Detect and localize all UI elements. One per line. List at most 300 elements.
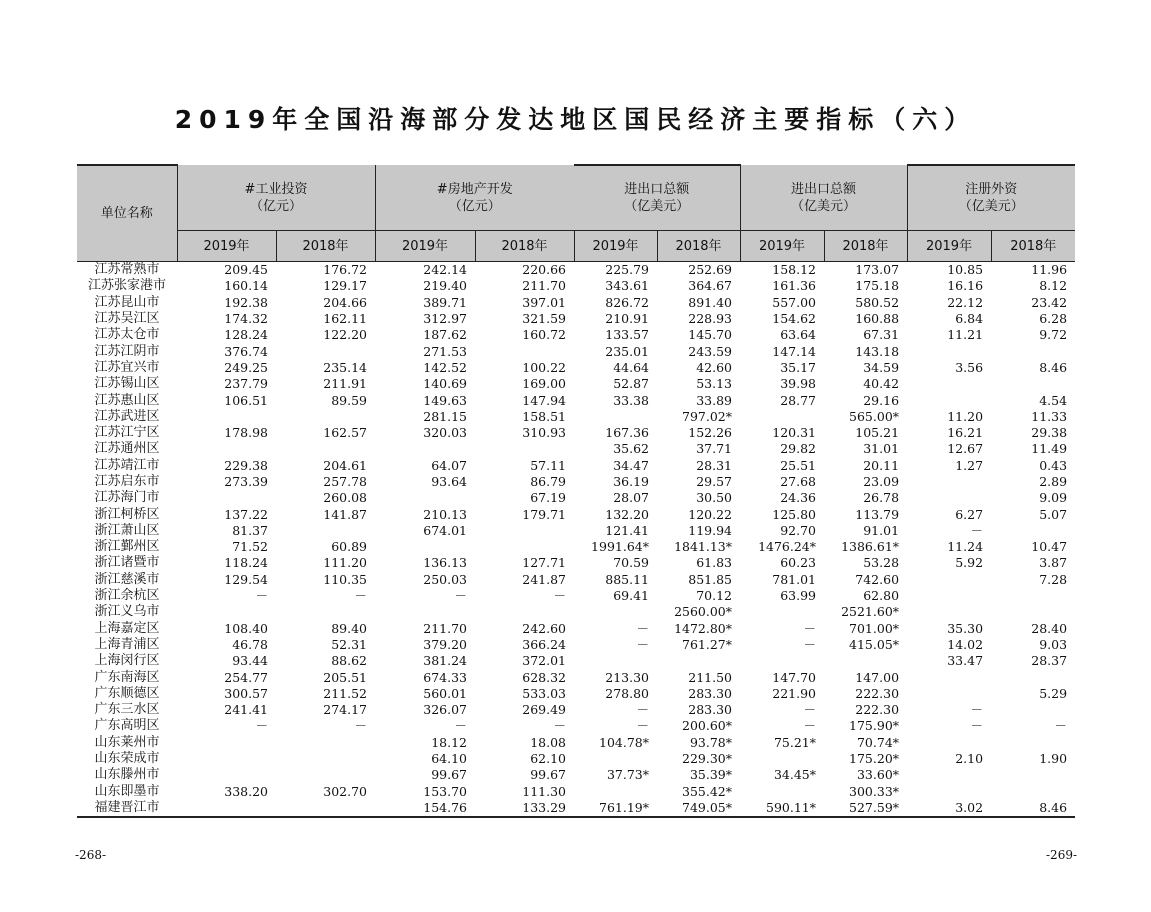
table-cell [177, 751, 276, 767]
table-cell: 211.91 [323, 376, 367, 392]
table-cell: 167.36 [605, 425, 649, 441]
table-cell: 701.00* [849, 620, 900, 636]
table-cell: － [803, 718, 817, 734]
table-cell: 281.15 [423, 408, 467, 424]
table-cell: 219.40 [423, 278, 467, 294]
table-cell: 891.40 [688, 294, 733, 310]
table-cell: 88.62 [331, 653, 367, 669]
table-cell: 187.62 [423, 327, 467, 343]
table-cell: 136.13 [423, 555, 467, 571]
row-unit-name: 江苏启东市 [94, 474, 160, 489]
table-cell: 93.78* [689, 734, 733, 750]
table-cell: 162.57 [323, 425, 367, 441]
table-cell: － [803, 636, 817, 652]
table-cell: 250.03 [423, 571, 467, 587]
table-cell: 133.29 [475, 800, 574, 817]
table-cell: 8.46 [991, 800, 1075, 817]
table-row [77, 311, 1075, 327]
table-cell: 11.20 [947, 408, 984, 424]
table-cell: 210.13 [423, 506, 467, 522]
table-cell: 10.47 [1031, 539, 1068, 555]
table-cell [991, 588, 1075, 604]
table-cell: 89.59 [331, 392, 367, 408]
table-cell: 249.25 [224, 359, 268, 375]
table-cell: 11.24 [947, 539, 984, 555]
table-cell: － [636, 636, 649, 652]
table-cell: 179.71 [522, 506, 566, 522]
table-cell: 3.56 [955, 359, 984, 375]
table-cell [740, 784, 824, 800]
table-cell: 70.74* [856, 734, 900, 750]
row-unit-name: 江苏海门市 [94, 490, 160, 506]
table-cell: 147.70 [772, 669, 817, 685]
row-unit-name: 山东滕州市 [94, 767, 160, 783]
table-cell: 64.07 [431, 457, 467, 473]
table-cell: 11.21 [947, 327, 984, 343]
table-cell: 63.64 [780, 327, 817, 343]
table-cell: 221.90 [772, 685, 817, 701]
header-year-2019: 2019年 [574, 231, 657, 262]
table-cell: 8.12 [1039, 278, 1068, 294]
table-cell: 628.32 [522, 669, 566, 685]
table-cell: 175.20* [849, 751, 900, 767]
table-cell: 152.26 [688, 425, 733, 441]
table-cell: 565.00* [849, 408, 900, 424]
table-cell: 235.01 [605, 343, 649, 359]
table-cell: 71.52 [232, 539, 268, 555]
table-cell [375, 604, 475, 620]
table-cell: 674.01 [423, 522, 467, 538]
table-cell: － [1054, 718, 1068, 734]
table-cell: 111.20 [323, 555, 367, 571]
table-cell: 204.66 [323, 294, 367, 310]
table-cell [991, 735, 1075, 751]
table-cell: － [970, 522, 984, 538]
table-cell: 5.29 [1039, 685, 1068, 701]
table-cell: 5.07 [1039, 506, 1068, 522]
table-cell: 129.54 [224, 571, 268, 587]
table-cell [177, 767, 276, 783]
table-cell: 2.89 [1039, 474, 1068, 489]
table-cell: 92.70 [780, 522, 817, 538]
table-cell: 9.09 [1039, 490, 1068, 506]
table-row [77, 604, 1075, 620]
table-cell [276, 441, 375, 457]
header-year-2019: 2019年 [177, 231, 276, 262]
table-cell: 60.23 [780, 555, 817, 571]
table-cell: － [803, 620, 817, 636]
row-unit-name: 江苏常熟市 [94, 262, 160, 278]
row-unit-name: 江苏惠山区 [94, 392, 160, 408]
table-cell: 111.30 [522, 783, 566, 799]
table-cell: 110.35 [323, 571, 367, 587]
table-cell: 173.07 [855, 262, 900, 278]
table-cell [907, 588, 991, 604]
row-unit-name: 浙江柯桥区 [94, 506, 160, 522]
table-row [77, 702, 1075, 718]
table-row [77, 588, 1075, 604]
table-cell: 33.38 [613, 392, 649, 408]
table-cell: 35.17 [780, 359, 817, 375]
table-cell: 52.87 [613, 376, 649, 392]
table-cell: 105.21 [855, 425, 900, 441]
table-row [77, 539, 1075, 555]
table-cell: 34.47 [613, 457, 649, 473]
table-cell: － [970, 718, 984, 734]
table-cell: 137.22 [224, 506, 268, 522]
table-cell [177, 800, 276, 817]
table-cell: 35.62 [613, 441, 649, 457]
table-cell: 742.60 [855, 571, 900, 587]
table-cell [991, 523, 1075, 539]
table-cell: 237.79 [224, 376, 268, 392]
table-cell: 271.53 [423, 343, 467, 359]
table-cell: 132.20 [605, 506, 649, 522]
header-group-label-line: （亿美元） [958, 199, 1024, 214]
table-cell: 104.78* [599, 734, 649, 750]
table-cell: 46.78 [232, 636, 268, 652]
table-cell: 127.71 [522, 555, 566, 571]
table-cell: 580.52 [855, 294, 900, 310]
table-cell: 37.71 [696, 441, 733, 457]
row-unit-name: 浙江萧山区 [94, 522, 160, 538]
table-cell [907, 572, 991, 588]
table-cell: 761.19* [574, 800, 657, 817]
table-cell: 27.68 [780, 474, 817, 489]
table-cell: － [354, 718, 367, 734]
row-unit-name: 江苏锡山区 [94, 376, 160, 392]
table-cell: 28.07 [613, 490, 649, 506]
table-cell: 36.19 [613, 474, 649, 489]
table-cell: 273.39 [224, 474, 268, 489]
header-year-2018: 2018年 [475, 231, 574, 262]
table-cell: 120.22 [688, 506, 733, 522]
table-cell: － [454, 718, 467, 734]
table-cell: 6.27 [955, 506, 984, 522]
table-cell [740, 604, 824, 620]
table-cell: 229.38 [224, 457, 268, 473]
table-cell: 31.01 [863, 441, 900, 457]
row-unit-name: 福建晋江市 [77, 800, 177, 817]
table-row [77, 653, 1075, 669]
table-cell [991, 702, 1075, 718]
table-cell: 67.19 [530, 490, 566, 506]
table-cell: 39.98 [780, 376, 817, 392]
table-cell: 338.20 [224, 783, 268, 799]
table-cell [177, 604, 276, 620]
table-cell: 278.80 [605, 685, 649, 701]
table-cell: 125.80 [772, 506, 817, 522]
table-row [77, 621, 1075, 637]
header-year-2019: 2019年 [740, 231, 824, 262]
table-cell: 81.37 [232, 522, 268, 538]
table-row [77, 392, 1075, 408]
table-cell: 241.87 [522, 571, 566, 587]
table-cell: 23.09 [863, 474, 900, 489]
table-cell: 302.70 [323, 783, 367, 799]
table-cell: 397.01 [522, 294, 566, 310]
table-cell: 749.05* [657, 800, 740, 817]
table-cell: 161.36 [772, 278, 817, 294]
table-cell: 533.03 [522, 685, 566, 701]
row-unit-name: 广东南海区 [94, 669, 160, 685]
table-row [77, 523, 1075, 539]
table-cell: 9.72 [1039, 327, 1068, 343]
table-cell: 826.72 [605, 294, 649, 310]
page-number-left: -268- [75, 848, 107, 862]
table-cell: 60.89 [331, 539, 367, 555]
table-cell: 28.40 [1031, 620, 1068, 636]
table-cell [177, 441, 276, 457]
table-cell: 415.05* [849, 636, 900, 652]
table-cell: 364.67 [688, 278, 733, 294]
row-unit-name: 山东即墨市 [94, 783, 160, 799]
header-group-label-line: 进出口总额 [624, 182, 690, 197]
header-year-2018: 2018年 [991, 231, 1075, 262]
table-cell: 11.33 [1031, 408, 1068, 424]
table-cell: 16.16 [947, 278, 984, 294]
row-unit-name: 浙江义乌市 [94, 604, 160, 620]
table-cell: 269.49 [522, 702, 566, 718]
table-cell: 160.14 [224, 278, 268, 294]
table-cell: 63.99 [780, 588, 817, 604]
table-cell: 24.36 [780, 490, 817, 506]
table-cell: 154.76 [375, 800, 475, 817]
table-cell [907, 474, 991, 490]
table-cell: 129.17 [323, 278, 367, 294]
table-cell: 121.41 [605, 522, 649, 538]
table-cell: 209.45 [224, 262, 268, 278]
row-unit-name: 江苏昆山市 [94, 294, 160, 310]
table-row [77, 458, 1075, 474]
table-cell: 321.59 [522, 311, 566, 327]
header-group-label-line: （亿美元） [791, 198, 857, 214]
table-cell: 53.13 [696, 376, 733, 392]
table-cell: 93.64 [431, 474, 467, 489]
table-cell: 274.17 [323, 702, 367, 718]
row-unit-name: 江苏江阴市 [94, 343, 160, 359]
table-cell: 29.57 [696, 474, 733, 489]
table-cell: 28.77 [780, 392, 817, 408]
table-row [77, 735, 1075, 751]
table-row [77, 490, 1075, 506]
table-cell: 320.03 [423, 425, 467, 441]
table-cell: 4.54 [1039, 392, 1068, 408]
table-cell: － [553, 588, 566, 604]
table-row [77, 343, 1075, 359]
table-cell: 343.61 [605, 278, 649, 294]
table-cell [475, 604, 574, 620]
table-cell: 62.10 [530, 751, 566, 767]
header-year-2018: 2018年 [276, 231, 375, 262]
table-cell: 590.11* [740, 800, 824, 817]
table-cell: 235.14 [323, 359, 367, 375]
table-cell [740, 751, 824, 767]
table-cell: 674.33 [423, 669, 467, 685]
table-cell: 1991.64* [591, 539, 649, 555]
table-cell: 22.12 [947, 294, 984, 310]
table-cell: － [636, 620, 649, 636]
table-cell: 243.59 [688, 343, 733, 359]
table-cell: 122.20 [323, 327, 367, 343]
table-cell: 204.61 [323, 457, 367, 473]
table-cell: 175.90* [849, 718, 900, 734]
table-cell [375, 441, 475, 457]
table-cell: 6.84 [955, 311, 984, 327]
table-cell [907, 686, 991, 702]
table-cell: 106.51 [224, 392, 268, 408]
table-cell [907, 767, 991, 783]
table-cell: 211.50 [688, 669, 733, 685]
table-cell: 28.31 [696, 457, 733, 473]
table-cell: 257.78 [323, 474, 367, 489]
table-cell [907, 669, 991, 685]
table-cell: 147.94 [522, 392, 566, 408]
table-cell: 0.43 [1039, 457, 1068, 473]
table-cell: 53.28 [863, 555, 900, 571]
row-unit-name: 江苏通州区 [94, 441, 160, 457]
header-group-label-line: 进出口总额 [791, 181, 857, 197]
header-group-label-line: #工业投资 [244, 181, 308, 197]
header-group-label-line: 注册外资 [965, 182, 1018, 197]
table-cell: 326.07 [423, 702, 467, 718]
row-unit-name: 浙江余杭区 [94, 588, 160, 604]
header-group-label-line: （亿元） [249, 198, 302, 214]
table-cell: 211.52 [323, 685, 367, 701]
table-cell: 379.20 [423, 636, 467, 652]
header-group [574, 165, 740, 231]
table-cell: － [255, 588, 268, 604]
row-unit-name: 浙江鄞州区 [94, 539, 160, 555]
table-cell: 34.59 [863, 359, 900, 375]
table-row [77, 409, 1075, 425]
table-cell: 108.40 [224, 620, 268, 636]
table-cell [276, 767, 375, 783]
table-cell: 26.78 [863, 490, 900, 506]
table-cell: 2.10 [955, 751, 984, 767]
table-cell: 30.50 [696, 490, 733, 506]
table-cell: 141.87 [323, 506, 367, 522]
table-cell: 162.11 [323, 311, 367, 327]
table-row [77, 360, 1075, 376]
table-cell: 310.93 [522, 425, 566, 441]
row-unit-name: 江苏吴江区 [94, 311, 160, 327]
table-cell [907, 376, 991, 392]
header-year-2018: 2018年 [657, 231, 740, 262]
table-cell [276, 409, 375, 425]
table-cell: 761.27* [682, 636, 733, 652]
table-cell: 213.30 [605, 669, 649, 685]
table-cell: 133.57 [605, 327, 649, 343]
table-cell: 1476.24* [758, 539, 817, 555]
table-cell: 885.11 [605, 571, 649, 587]
table-row [77, 506, 1075, 522]
table-cell: 1841.13* [674, 539, 733, 555]
table-cell: 153.70 [423, 783, 467, 799]
table-cell: 242.14 [423, 262, 467, 278]
table-cell: 211.70 [522, 278, 566, 294]
table-cell [276, 604, 375, 620]
table-cell [991, 604, 1075, 620]
table-cell: 1386.61* [841, 539, 900, 555]
table-cell: 142.52 [423, 359, 467, 375]
table-cell: 14.02 [947, 636, 984, 652]
table-row [77, 686, 1075, 702]
table-cell: 61.83 [696, 555, 733, 571]
table-cell: 33.47 [947, 653, 984, 669]
table-cell: 8.46 [1039, 359, 1068, 375]
row-unit-name: 江苏武进区 [94, 408, 160, 424]
table-cell: 147.00 [855, 669, 900, 685]
table-cell: 174.32 [224, 311, 268, 327]
table-cell [991, 343, 1075, 359]
header-group-label-line: （亿美元） [624, 199, 690, 214]
table-cell: 25.51 [780, 457, 817, 473]
table-cell [475, 441, 574, 457]
table-cell: 300.33* [849, 783, 900, 799]
table-cell: 2560.00* [674, 604, 733, 620]
table-cell: 145.70 [688, 327, 733, 343]
table-cell: 283.30 [688, 685, 733, 701]
table-cell [276, 343, 375, 359]
row-unit-name: 广东三水区 [94, 702, 160, 718]
table-row [77, 718, 1075, 734]
table-cell: 283.30 [688, 702, 733, 718]
table-cell: 29.16 [863, 392, 900, 408]
table-cell [574, 409, 657, 425]
table-cell: 147.14 [772, 343, 817, 359]
table-cell: － [970, 702, 984, 718]
table-cell: 33.89 [696, 392, 733, 408]
table-cell: 254.77 [224, 669, 268, 685]
table-row [77, 751, 1075, 767]
table-cell: 222.30 [855, 702, 900, 718]
row-unit-name: 江苏江宁区 [94, 425, 160, 441]
table-cell: 312.97 [423, 311, 467, 327]
table-cell: 178.98 [224, 425, 268, 441]
page-title: 2019年全国沿海部分发达地区国民经济主要指标（六） [174, 105, 977, 134]
page-number-right: -269- [1046, 848, 1078, 862]
table-row [77, 669, 1075, 685]
table-cell: 1472.80* [674, 620, 733, 636]
table-cell: － [454, 588, 467, 604]
table-cell: 18.12 [431, 734, 467, 750]
table-cell: 210.91 [605, 311, 649, 327]
table-cell: 20.11 [863, 457, 900, 473]
table-cell: 70.59 [613, 555, 649, 571]
table-cell: 10.85 [947, 262, 984, 278]
table-cell: 64.10 [431, 751, 467, 767]
table-cell: 113.79 [855, 506, 900, 522]
table-cell: 300.57 [224, 685, 268, 701]
table-cell: 228.93 [688, 311, 733, 327]
table-cell [177, 735, 276, 751]
table-cell: 16.21 [947, 425, 984, 441]
table-cell: 381.24 [423, 653, 467, 669]
row-unit-name: 上海闵行区 [94, 653, 160, 669]
table-cell [375, 490, 475, 506]
table-cell: 7.28 [1039, 571, 1068, 587]
table-cell: － [636, 702, 649, 718]
table-cell [574, 653, 657, 669]
table-cell: 52.31 [331, 636, 367, 652]
table-cell [475, 539, 574, 555]
table-cell: 67.31 [863, 327, 900, 343]
table-cell: 99.67 [530, 767, 566, 783]
table-row [77, 278, 1075, 294]
table-cell [276, 800, 375, 817]
table-cell [574, 784, 657, 800]
